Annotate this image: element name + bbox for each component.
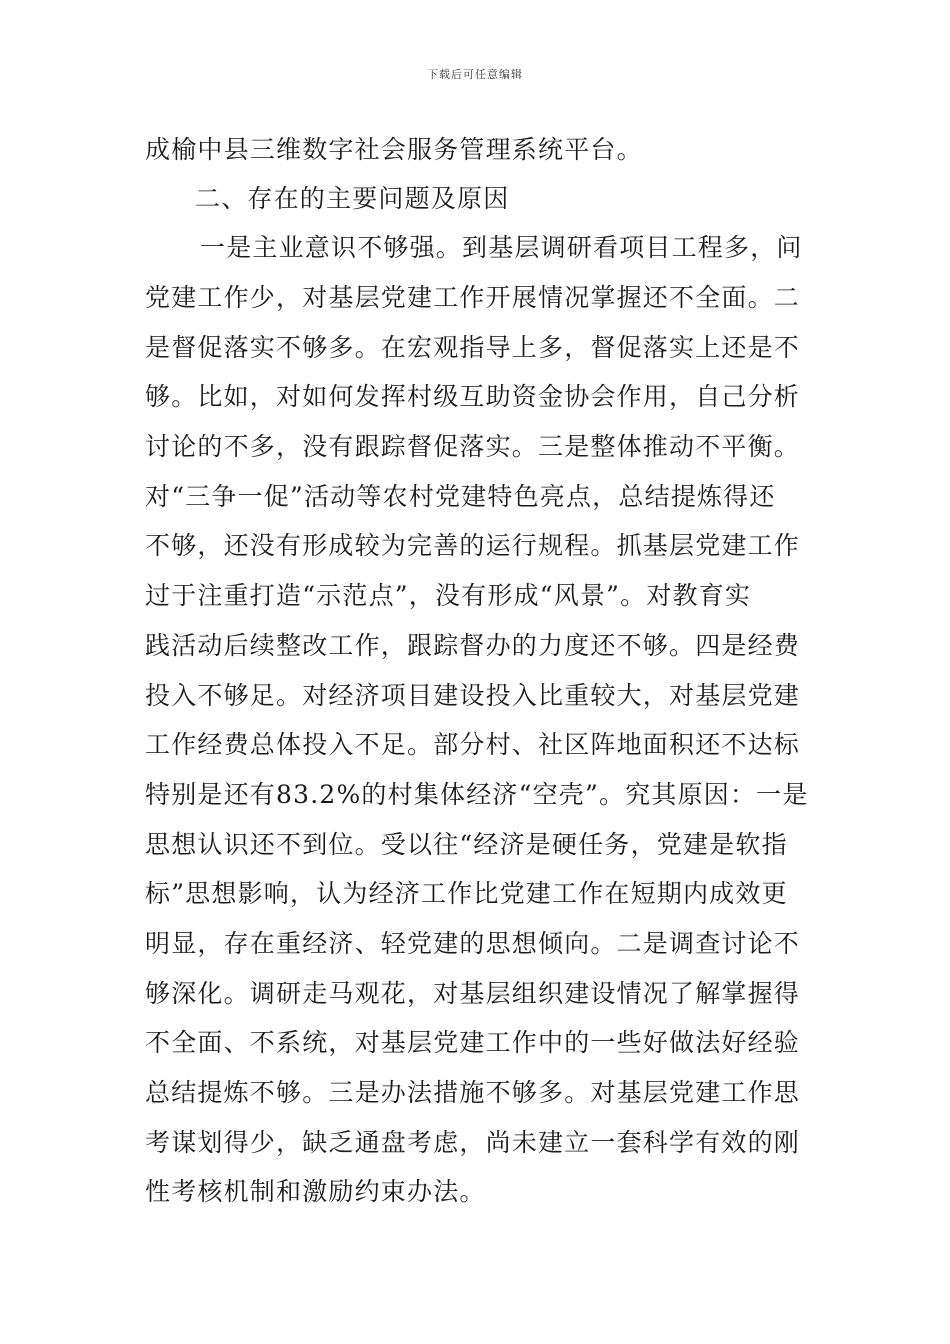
body-line: 成榆中县三维数字社会服务管理系统平台。 bbox=[145, 135, 643, 164]
body-line: 过于注重打造“示范点”，没有形成“风景”。对教育实 bbox=[145, 581, 752, 610]
body-line: 党建工作少，对基层党建工作开展情况掌握还不全面。二 bbox=[145, 283, 801, 312]
body-line: 标”思想影响，认为经济工作比党建工作在短期内成效更 bbox=[145, 879, 788, 908]
body-line: 讨论的不多，没有跟踪督促落实。三是整体推动不平衡。 bbox=[145, 432, 801, 461]
body-line: 不全面、不系统，对基层党建工作中的一些好做法好经验 bbox=[145, 1028, 801, 1057]
body-line: 明显，存在重经济、轻党建的思想倾向。二是调查讨论不 bbox=[145, 929, 801, 958]
body-line: 特别是还有83.2%的村集体经济“空壳”。究其原因：一是 bbox=[145, 780, 809, 809]
section-heading: 二、存在的主要问题及原因 bbox=[195, 184, 510, 213]
body-line: 总结提炼不够。三是办法措施不够多。对基层党建工作思 bbox=[145, 1078, 801, 1107]
body-line: 性考核机制和激励约束办法。 bbox=[145, 1177, 486, 1206]
body-line: 对“三争一促”活动等农村党建特色亮点，总结提炼得还 bbox=[145, 482, 776, 511]
body-line: 够深化。调研走马观花，对基层组织建设情况了解掌握得 bbox=[145, 979, 801, 1008]
body-line: 不够，还没有形成较为完善的运行规程。抓基层党建工作 bbox=[145, 531, 801, 560]
body-line: 践活动后续整改工作，跟踪督办的力度还不够。四是经费 bbox=[145, 631, 801, 660]
body-line: 是督促落实不够多。在宏观指导上多，督促落实上还是不 bbox=[145, 333, 801, 362]
body-line: 投入不够足。对经济项目建设投入比重较大，对基层党建 bbox=[145, 681, 801, 710]
body-line: 思想认识还不到位。受以往“经济是硬任务，党建是软指 bbox=[145, 830, 788, 859]
body-line: 工作经费总体投入不足。部分村、社区阵地面积还不达标 bbox=[145, 730, 801, 759]
body-line: 一是主业意识不够强。到基层调研看项目工程多，问 bbox=[200, 233, 803, 262]
body-line: 考谋划得少，缺乏通盘考虑，尚未建立一套科学有效的刚 bbox=[145, 1128, 801, 1157]
header-note: 下载后可任意编辑 bbox=[427, 68, 523, 81]
body-line: 够。比如，对如何发挥村级互助资金协会作用，自己分析 bbox=[145, 382, 801, 411]
